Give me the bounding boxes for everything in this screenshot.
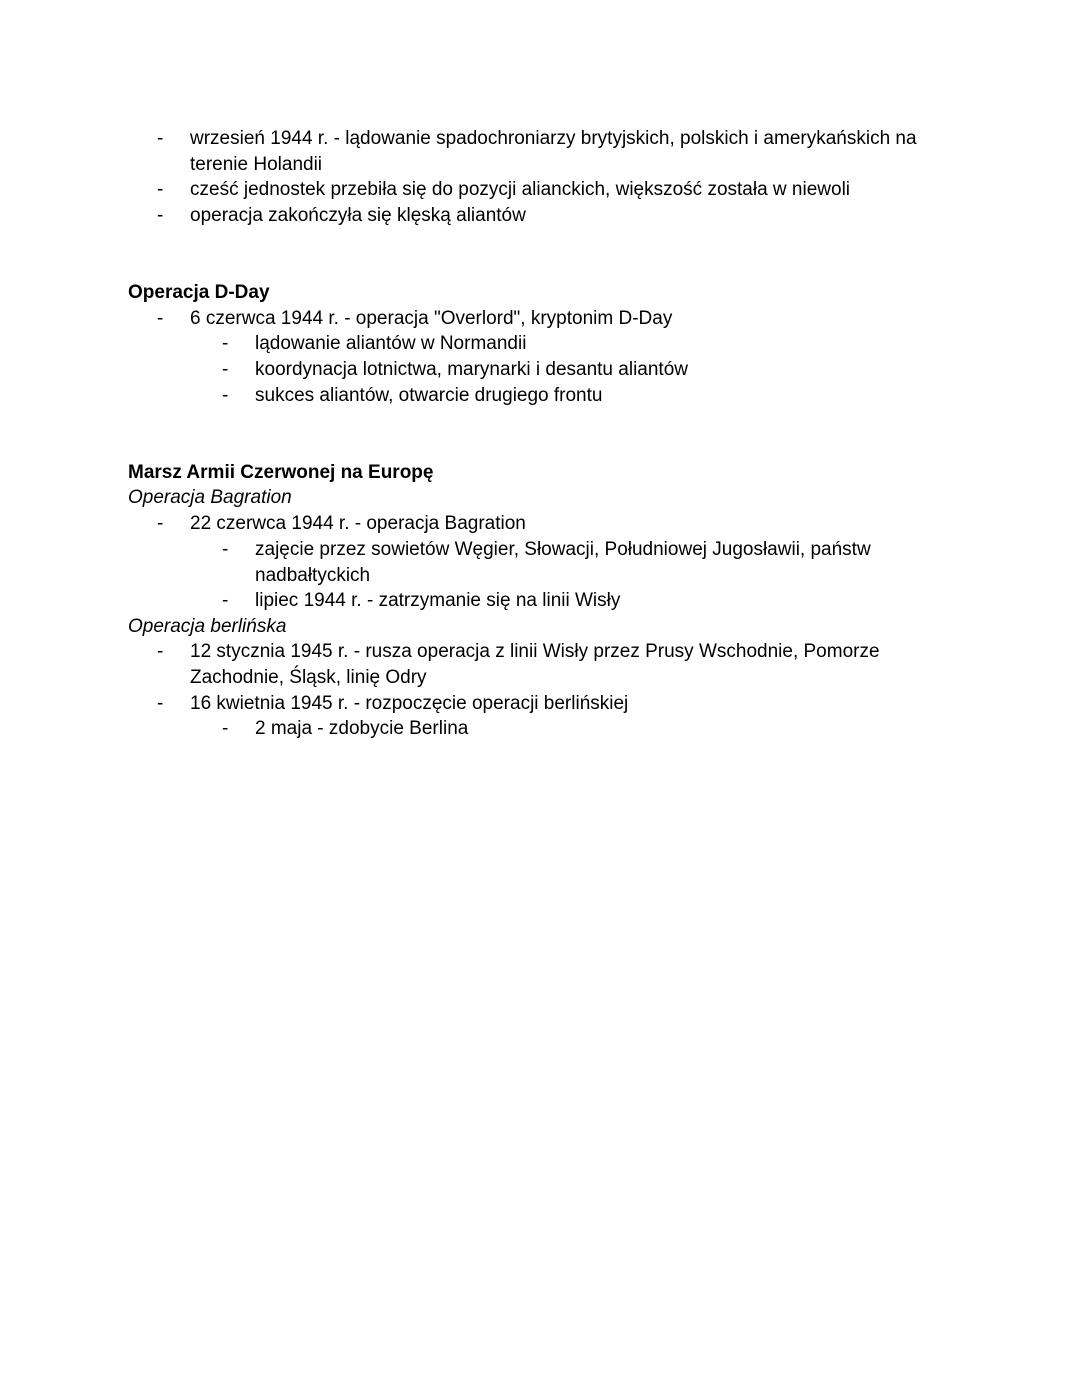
- bullet-dash: -: [222, 359, 229, 380]
- section-heading: Operacja D-Day: [128, 282, 270, 303]
- list-item-text: wrzesień 1944 r. - lądowanie spadochroniarzy brytyjskich, polskich i amerykańskich na terenie Holandii: [190, 128, 917, 175]
- list-item-text: zajęcie przez sowietów Węgier, Słowacji, Południowej Jugosławii, państw nadbałtyckich: [255, 539, 871, 586]
- list-item-text: 6 czerwca 1944 r. - operacja "Overlord", kryptonim D-Day: [190, 308, 673, 329]
- bullet-dash: -: [157, 205, 164, 226]
- bullet-dash: -: [157, 308, 164, 329]
- list-item-text: lądowanie aliantów w Normandii: [255, 333, 527, 354]
- list-item-text: lipiec 1944 r. - zatrzymanie się na linii Wisły: [255, 590, 621, 611]
- list-item-text: operacja zakończyła się klęską aliantów: [190, 205, 526, 226]
- bullet-dash: -: [222, 590, 229, 611]
- bullet-dash: -: [157, 179, 164, 200]
- bullet-dash: -: [222, 718, 229, 739]
- bullet-dash: -: [157, 128, 164, 149]
- bullet-dash: -: [157, 513, 164, 534]
- bullet-dash: -: [157, 641, 164, 662]
- bullet-dash: -: [222, 333, 229, 354]
- list-item-text: sukces aliantów, otwarcie drugiego frontu: [255, 385, 603, 406]
- subsection-heading: Operacja Bagration: [128, 487, 292, 508]
- bullet-dash: -: [157, 693, 164, 714]
- list-item-text: 22 czerwca 1944 r. - operacja Bagration: [190, 513, 526, 534]
- list-item-text: koordynacja lotnictwa, marynarki i desantu aliantów: [255, 359, 688, 380]
- subsection-heading: Operacja berlińska: [128, 616, 287, 637]
- list-item-text: 16 kwietnia 1945 r. - rozpoczęcie operacji berlińskiej: [190, 693, 629, 714]
- bullet-dash: -: [222, 385, 229, 406]
- list-item-text: cześć jednostek przebiła się do pozycji alianckich, większość została w niewoli: [190, 179, 851, 200]
- list-item-text: 12 stycznia 1945 r. - rusza operacja z linii Wisły przez Prusy Wschodnie, Pomorze Zachodnie, Śląsk, linię Odry: [190, 641, 880, 688]
- section-heading: Marsz Armii Czerwonej na Europę: [128, 462, 434, 483]
- bullet-dash: -: [222, 539, 229, 560]
- list-item-text: 2 maja - zdobycie Berlina: [255, 718, 469, 739]
